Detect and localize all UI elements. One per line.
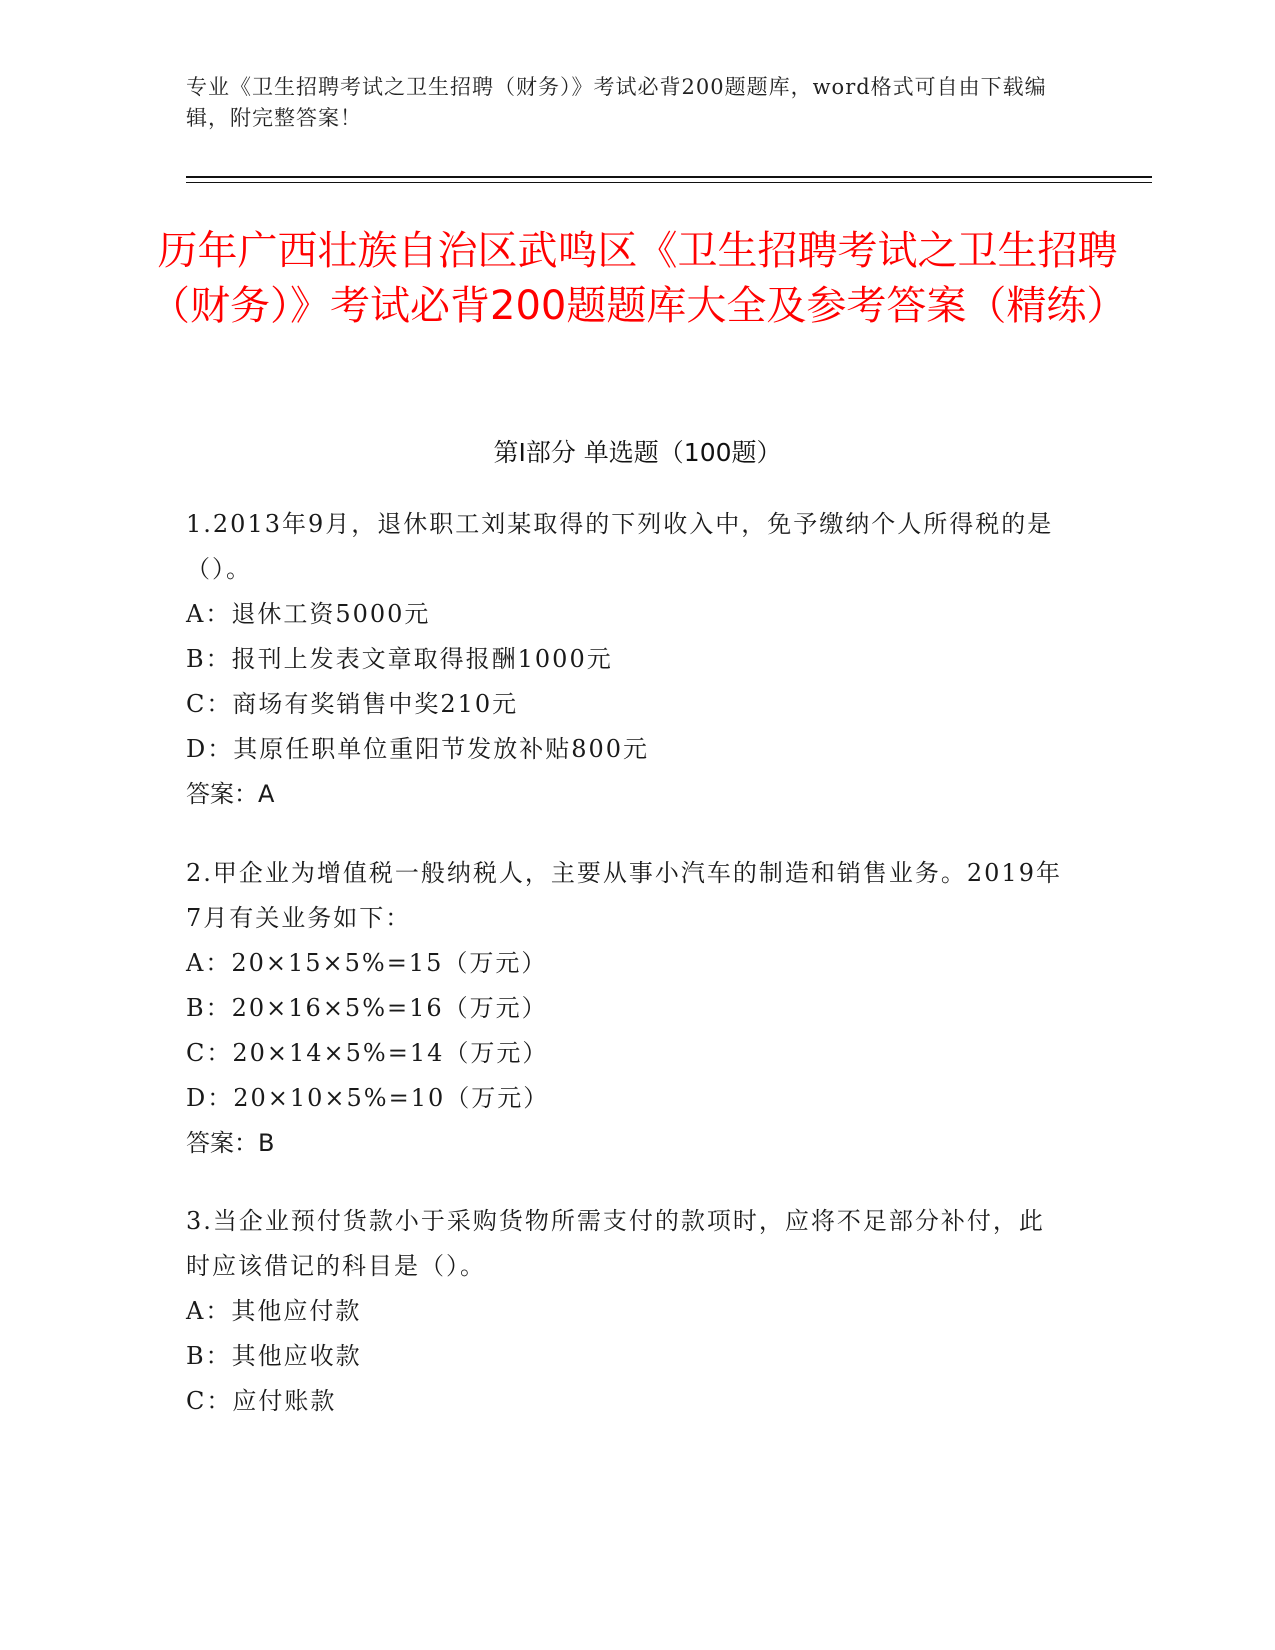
option-c: C：应付账款: [186, 1387, 337, 1415]
question-2: [186, 851, 1066, 1166]
option-a: A：20×15×5%=15（万元）: [186, 949, 548, 977]
header-divider-thin: [186, 182, 1152, 183]
header-note: 专业《卫生招聘考试之卫生招聘（财务）》考试必背200题题库，word格式可自由下载编辑，附完整答案！: [186, 75, 1047, 130]
question-1: [186, 502, 1066, 817]
question-stem: 3.当企业预付货款小于采购货物所需支付的款项时，应将不足部分补付，此时应该借记的科目是（）。: [186, 1207, 1045, 1280]
option-c: C：20×14×5%=14（万元）: [186, 1039, 549, 1067]
answer-line: 答案：A: [186, 780, 275, 808]
option-d: D：其原任职单位重阳节发放补贴800元: [186, 735, 650, 763]
option-b: B：20×16×5%=16（万元）: [186, 994, 548, 1022]
option-d: D：20×10×5%=10（万元）: [186, 1084, 550, 1112]
option-a: A：其他应付款: [186, 1297, 362, 1325]
answer-line: 答案：B: [186, 1129, 275, 1157]
option-b: B：其他应收款: [186, 1342, 362, 1370]
section-title: 第Ⅰ部分 单选题（100题）: [493, 438, 782, 467]
option-c: C：商场有奖销售中奖210元: [186, 690, 519, 718]
option-b: B：报刊上发表文章取得报酬1000元: [186, 645, 613, 673]
question-stem: 2.甲企业为增值税一般纳税人，主要从事小汽车的制造和销售业务。2019年7月有关业务如下：: [186, 859, 1062, 932]
option-a: A：退休工资5000元: [186, 600, 431, 628]
question-stem: 1.2013年9月，退休职工刘某取得的下列收入中，免予缴纳个人所得税的是（）。: [186, 510, 1054, 583]
header-divider-thick: [186, 176, 1152, 178]
question-3: [186, 1199, 1066, 1424]
document-title: 历年广西壮族自治区武鸣区《卫生招聘考试之卫生招聘（财务）》考试必背200题题库大全及参考答案（精练）: [150, 228, 1127, 329]
